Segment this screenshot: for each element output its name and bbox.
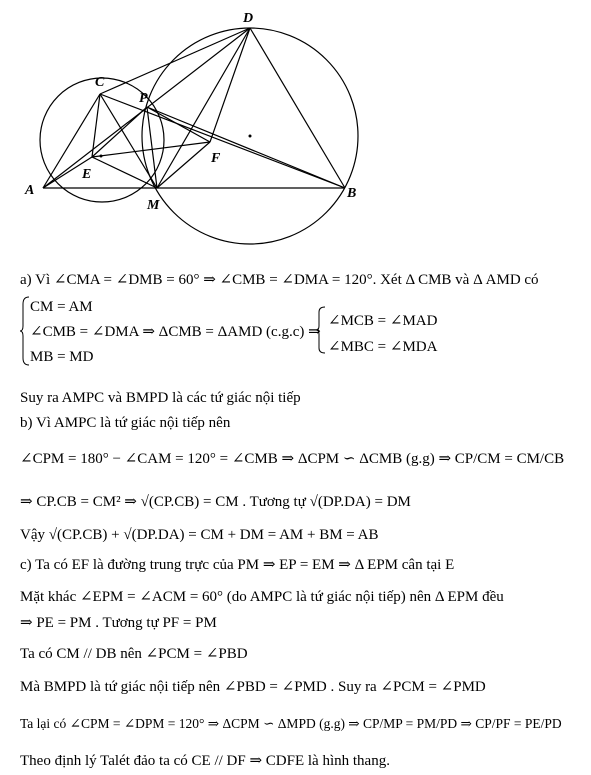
- sys-left-row-3: MB = MD: [30, 349, 94, 365]
- part-b-line2: ∠CPM = 180° − ∠CAM = 120° = ∠CMB ⇒ ΔCPM ∽ ΔCMB (g.g) ⇒ CP/CM = CM/CB: [20, 451, 565, 467]
- segment-fd: [210, 28, 250, 142]
- point-e: [100, 155, 103, 158]
- sys-left-row-1: CM = AM: [30, 299, 93, 315]
- segment-db: [250, 28, 345, 188]
- sys-right-row-1: ∠MCB = ∠MAD: [328, 313, 438, 329]
- part-c-line2: Mặt khác ∠EPM = ∠ACM = 60° (do AMPC là tứ giác nội tiếp) nên Δ EPM đều: [20, 589, 504, 605]
- part-a-system: [20, 296, 440, 366]
- segment-fm: [157, 142, 210, 188]
- left-brace: [20, 296, 30, 370]
- part-c-line4: Ta có CM // DB nên ∠PCM = ∠PBD: [20, 646, 248, 662]
- part-c-line1: c) Ta có EF là đường trung trực của PM ⇒ EP = EM ⇒ Δ EPM cân tại E: [20, 557, 455, 573]
- label-e: E: [82, 167, 92, 182]
- label-a: A: [25, 183, 35, 198]
- label-p: P: [139, 91, 148, 106]
- segment-ac: [43, 94, 100, 188]
- segment-pb: [147, 107, 345, 188]
- segment-md: [157, 28, 250, 188]
- label-f: F: [211, 151, 221, 166]
- part-a-conclusion: Suy ra AMPC và BMPD là các tứ giác nội tiếp: [20, 390, 301, 406]
- part-b-line3: ⇒ CP.CB = CM² ⇒ √(CP.CB) = CM . Tương tự √(DP.DA) = DM: [20, 494, 411, 510]
- part-a-line1: a) Vì ∠CMA = ∠DMB = 60° ⇒ ∠CMB = ∠DMA = 120°. Xét Δ CMB và Δ AMD có: [20, 272, 539, 288]
- segment-cd: [100, 28, 250, 94]
- label-m: M: [147, 198, 160, 213]
- sys-left-row-2: ∠CMB = ∠DMA ⇒ ΔCMB = ΔAMD (c.g.c) ⇒: [30, 324, 321, 340]
- label-d: D: [243, 11, 254, 26]
- right-brace: [316, 306, 326, 358]
- part-c-line5: Mà BMPD là tứ giác nội tiếp nên ∠PBD = ∠PMD . Suy ra ∠PCM = ∠PMD: [20, 679, 486, 695]
- part-b-line4: Vậy √(CP.CB) + √(DP.DA) = CM + DM = AM + BM = AB: [20, 527, 379, 543]
- label-c: C: [95, 75, 105, 90]
- center-dot: [249, 135, 252, 138]
- label-b: B: [347, 186, 357, 201]
- sys-right-row-2: ∠MBC = ∠MDA: [328, 339, 438, 355]
- part-b-line1: b) Vì AMPC là tứ giác nội tiếp nên: [20, 415, 231, 431]
- part-c-line6: Ta lại có ∠CPM = ∠DPM = 120° ⇒ ΔCPM ∽ ΔMPD (g.g) ⇒ CP/MP = PM/PD ⇒ CP/PF = PE/PD: [20, 716, 562, 731]
- part-c-line3: ⇒ PE = PM . Tương tự PF = PM: [20, 615, 217, 631]
- part-c-line7: Theo định lý Talét đảo ta có CE // DF ⇒ CDFE là hình thang.: [20, 753, 390, 769]
- geometry-figure: [0, 0, 591, 255]
- segment-ep: [92, 107, 147, 157]
